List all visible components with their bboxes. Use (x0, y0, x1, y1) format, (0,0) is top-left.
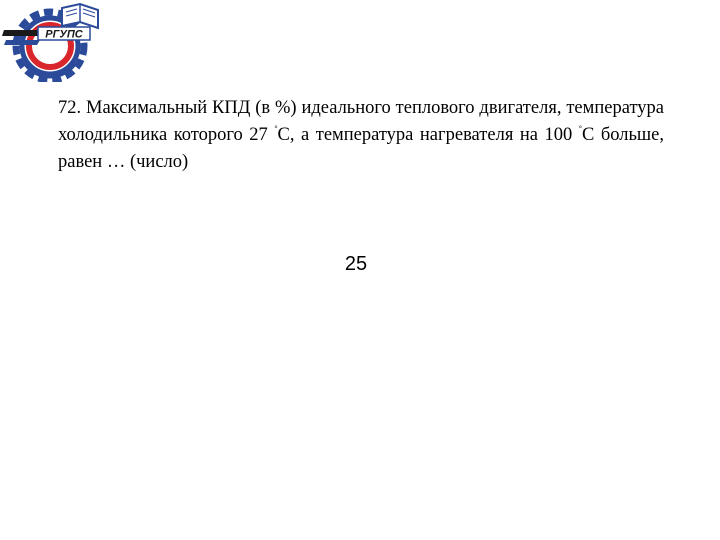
question-text (58, 95, 664, 176)
answer-value: 25 (344, 253, 368, 275)
logo-text: РГУПС (45, 28, 83, 41)
degree-sign-1: ° (274, 124, 278, 133)
degree-sign-2: ° (578, 124, 582, 133)
question-part-3: С больше, равен … (число) (58, 125, 665, 172)
question-part-2: С, а температура нагревателя на 100 (277, 125, 573, 145)
university-logo (0, 0, 104, 82)
question-part-1: 72. Максимальный КПД (в %) идеального теплового двигателя, температура холодильника которого 27 (58, 98, 664, 145)
